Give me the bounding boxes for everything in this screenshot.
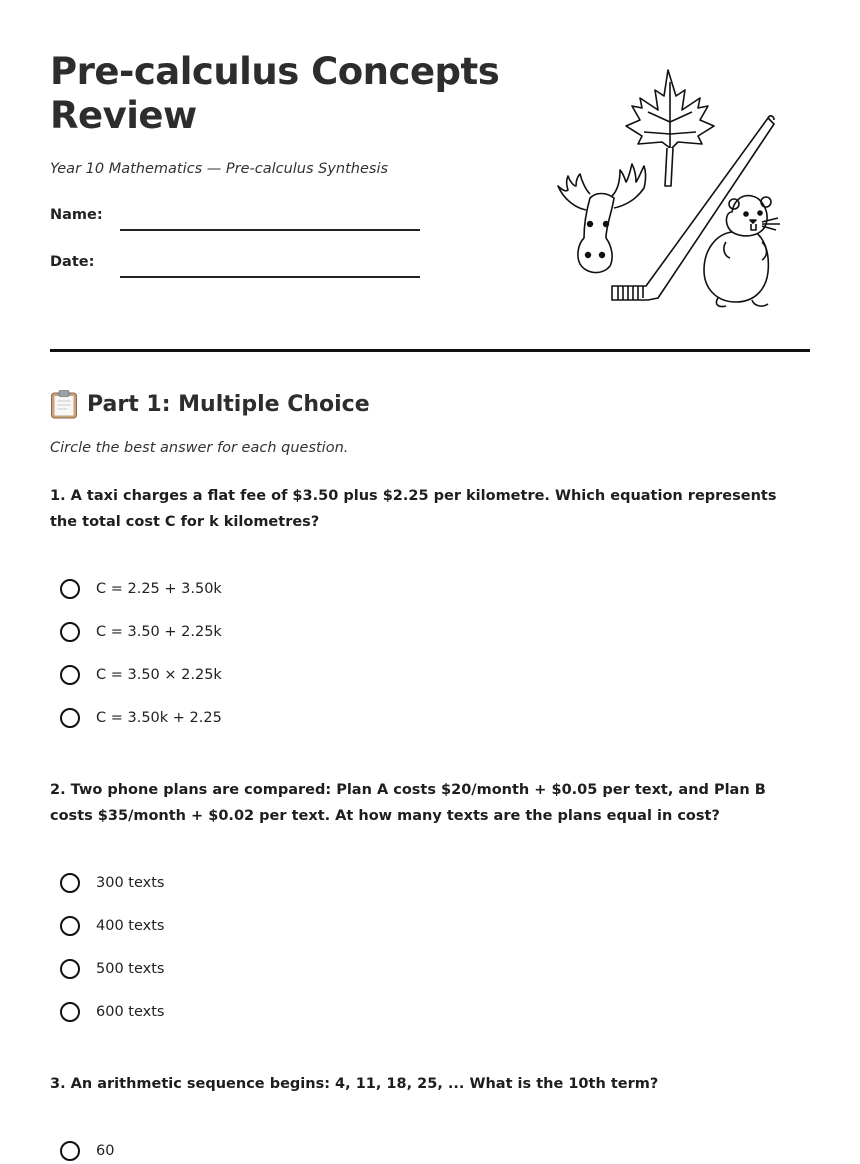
q3-option-a[interactable] [60,1138,114,1164]
radio-circle[interactable] [60,873,80,893]
question-3: 3. An arithmetic sequence begins: 4, 11, 18, 25, ... What is the 10th term? [50,1076,659,1092]
clipboard-icon [50,389,78,419]
q1-option-d[interactable] [60,705,222,731]
q2-option-b[interactable] [60,913,164,939]
option-label: 600 texts [96,1004,165,1020]
part1-instructions: Circle the best answer for each question. [50,440,349,456]
question-2: 2. Two phone plans are compared: Plan A costs $20/month + $0.05 per text, and Plan B costs $35/month + $0.02 per text. At how many texts are the plans equal in cost? [50,782,766,824]
date-label: Date: [50,254,95,270]
radio-circle[interactable] [60,1141,80,1161]
q2-option-a[interactable] [60,870,164,896]
q1-option-c[interactable] [60,662,222,688]
q1-option-b[interactable] [60,619,222,645]
radio-circle[interactable] [60,622,80,642]
q2-option-d[interactable] [60,999,164,1025]
maple-leaf-icon [626,70,714,186]
question-1: 1. A taxi charges a flat fee of $3.50 plus $2.25 per kilometre. Which equation represents the total cost C for k kilometres? [50,488,777,530]
q1-option-a[interactable] [60,576,222,602]
option-label: 400 texts [96,918,165,934]
option-label: C = 3.50 + 2.25k [96,624,222,640]
page-subtitle: Year 10 Mathematics — Pre-calculus Synthesis [50,161,389,177]
date-field[interactable] [120,276,420,278]
option-label: 500 texts [96,961,165,977]
canadian-illustration [540,62,800,312]
option-label: C = 3.50k + 2.25 [96,710,222,726]
radio-circle[interactable] [60,708,80,728]
name-label: Name: [50,207,103,223]
option-label: C = 2.25 + 3.50k [96,581,222,597]
radio-circle[interactable] [60,665,80,685]
q2-option-c[interactable] [60,956,164,982]
radio-circle[interactable] [60,579,80,599]
option-label: C = 3.50 × 2.25k [96,667,222,683]
page-title: Pre-calculus Concepts Review [50,50,500,137]
moose-icon [558,164,646,273]
name-field[interactable] [120,229,420,231]
section-header-part1 [50,387,370,421]
option-label: 60 [96,1143,115,1159]
header-divider [50,349,810,352]
section-title-part1: Part 1: Multiple Choice [87,391,370,417]
radio-circle[interactable] [60,1002,80,1022]
option-label: 300 texts [96,875,165,891]
radio-circle[interactable] [60,916,80,936]
radio-circle[interactable] [60,959,80,979]
